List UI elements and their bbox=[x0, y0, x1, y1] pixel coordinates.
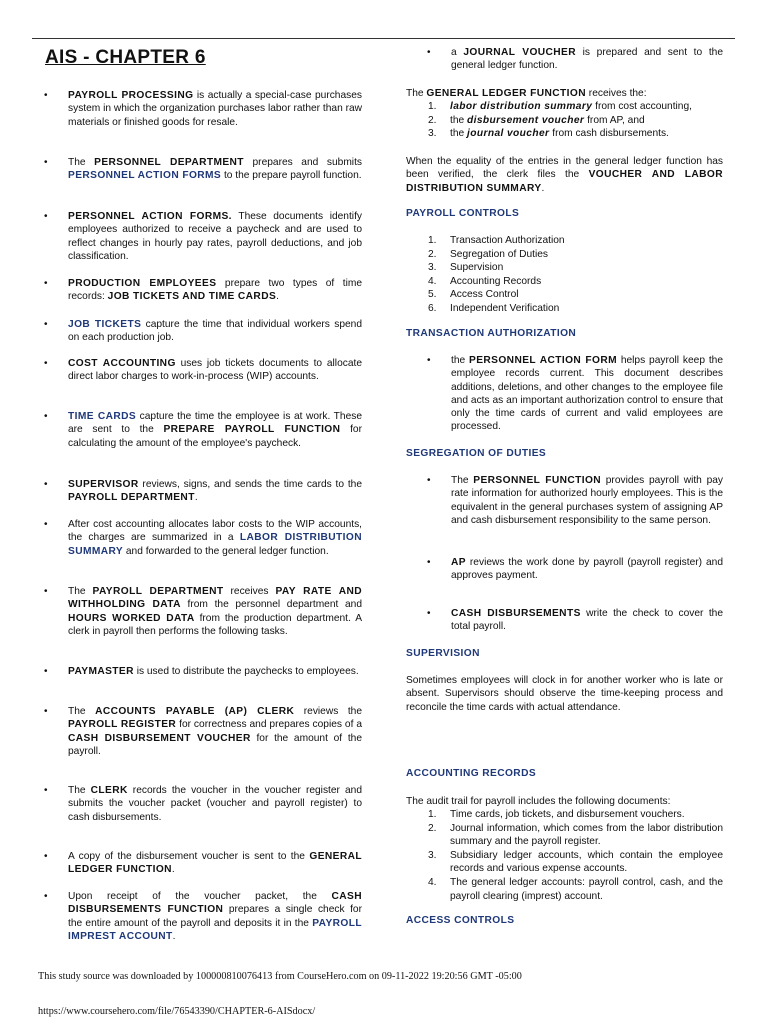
bullet-disbursement-copy: • A copy of the disbursement voucher is sent to the GENERAL LEDGER FUNCTION. bbox=[44, 851, 362, 876]
list-item: 2. Journal information, which comes from the labor distribution summary and the payroll register. bbox=[428, 822, 723, 848]
list-item: 3. Supervision bbox=[428, 262, 504, 274]
bullet-personnel-department: • The PERSONNEL DEPARTMENT prepares and submits PERSONNEL ACTION FORMS to the prepare payroll function. bbox=[44, 157, 362, 182]
bullet-icon: • bbox=[44, 519, 48, 530]
bullet-icon: • bbox=[44, 666, 48, 677]
bullet-icon: • bbox=[44, 891, 48, 902]
bullet-cash-disbursements-function: • Upon receipt of the voucher packet, the CASH DISBURSEMENTS FUNCTION prepares a single check for the entire amount of the payroll and deposits it in the PAYROLL IMPREST ACCOUNT. bbox=[44, 891, 362, 942]
bullet-icon: • bbox=[44, 358, 48, 369]
heading-transaction-authorization: TRANSACTION AUTHORIZATION bbox=[406, 328, 577, 339]
list-item: 2. Segregation of Duties bbox=[428, 248, 548, 260]
list-item: 4. Accounting Records bbox=[428, 275, 542, 287]
bullet-production-employees: • PRODUCTION EMPLOYEES prepare two types of time records: JOB TICKETS AND TIME CARDS. bbox=[44, 278, 363, 303]
heading-payroll-controls: PAYROLL CONTROLS bbox=[406, 208, 520, 219]
bullet-icon: • bbox=[44, 479, 48, 490]
source-url[interactable]: https://www.coursehero.com/file/76543390/CHAPTER-6-AISdocx/ bbox=[38, 1006, 316, 1017]
bullet-time-cards: • TIME CARDS capture the time the employee is at work. These are sent to the PREPARE PAYROLL FUNCTION for calculating the amount of the employee's paycheck. bbox=[44, 411, 362, 449]
bullet-icon: • bbox=[427, 557, 431, 568]
bullet-ap-clerk: • The ACCOUNTS PAYABLE (AP) CLERK reviews the PAYROLL REGISTER for correctness and prepares copies of a CASH DISBURSEMENT VOUCHER for the amount of the payroll. bbox=[44, 706, 363, 757]
bullet-personnel-function: • The PERSONNEL FUNCTION provides payroll with pay rate information for authorized hourly employees. This is the equivalent in the general purchases system of assigning AP and cash disbursement responsibility to the same person. bbox=[427, 475, 723, 526]
list-item: 1. Transaction Authorization bbox=[428, 235, 565, 246]
bullet-paymaster: • PAYMASTER is used to distribute the paychecks to employees. bbox=[44, 666, 359, 677]
controls-list bbox=[428, 234, 723, 316]
bullet-labor-distribution: • After cost accounting allocates labor costs to the WIP accounts, the charges are summarized in a LABOR DISTRIBUTION SUMMARY and forwarded to the general ledger function. bbox=[44, 519, 362, 557]
list-item: 1. Time cards, job tickets, and disbursement vouchers. bbox=[428, 809, 685, 820]
download-notice: This study source was downloaded by 100000810076413 from CourseHero.com on 09-11-2022 19:20:56 GMT -05:00 bbox=[38, 971, 522, 982]
top-rule bbox=[32, 38, 735, 39]
bullet-ap: • AP reviews the work done by payroll (payroll register) and approves payment. bbox=[427, 557, 723, 582]
bullet-icon: • bbox=[44, 785, 48, 796]
accounting-records-intro: The audit trail for payroll includes the following documents: bbox=[406, 796, 671, 807]
list-item: 4. The general ledger accounts: payroll control, cash, and the payroll clearing (imprest) account. bbox=[428, 876, 723, 902]
bullet-supervisor: • SUPERVISOR reviews, signs, and sends the time cards to the PAYROLL DEPARTMENT. bbox=[44, 479, 362, 504]
heading-segregation-of-duties: SEGREGATION OF DUTIES bbox=[406, 448, 547, 459]
bullet-personnel-action-form: • the PERSONNEL ACTION FORM helps payroll keep the employee records current. This document describes additions, deletions, and other changes to the employee file and acts as an important authorization control to ensure that only the time cards of current and valid employees are processed. bbox=[427, 355, 723, 433]
bullet-icon: • bbox=[44, 319, 48, 330]
bullet-icon: • bbox=[44, 157, 48, 168]
bullet-icon: • bbox=[44, 278, 48, 289]
bullet-icon: • bbox=[427, 475, 431, 486]
heading-supervision: SUPERVISION bbox=[406, 648, 480, 659]
bullet-cash-disbursements: • CASH DISBURSEMENTS write the check to cover the total payroll. bbox=[427, 608, 723, 633]
list-item: 6. Independent Verification bbox=[428, 302, 560, 314]
supervision-paragraph: Sometimes employees will clock in for another worker who is late or absent. Supervisors should observe the time-keeping process and reconcile the time cards with actual attendance. bbox=[406, 675, 723, 713]
bullet-icon: • bbox=[427, 47, 431, 58]
heading-accounting-records: ACCOUNTING RECORDS bbox=[406, 768, 537, 779]
page-title: AIS - CHAPTER 6 bbox=[45, 47, 206, 68]
bullet-icon: • bbox=[44, 411, 48, 422]
bullet-clerk: • The CLERK records the voucher in the voucher register and submits the voucher packet (voucher and payroll register) to cash disbursements. bbox=[44, 785, 362, 823]
accounting-records-list bbox=[428, 808, 723, 903]
bullet-icon: • bbox=[44, 851, 48, 862]
bullet-payroll-department: • The PAYROLL DEPARTMENT receives PAY RATE AND WITHHOLDING DATA from the personnel department and HOURS WORKED DATA from the production department. A clerk in payroll then performs the following tasks. bbox=[44, 586, 363, 637]
bullet-cost-accounting: • COST ACCOUNTING uses job tickets documents to allocate direct labor charges to work-in-process (WIP) accounts. bbox=[44, 358, 362, 383]
list-item: 3. the journal voucher from cash disbursements. bbox=[428, 128, 669, 140]
bullet-icon: • bbox=[44, 90, 48, 101]
bullet-journal-voucher: • a JOURNAL VOUCHER is prepared and sent to the general ledger function. bbox=[427, 47, 723, 72]
equality-paragraph: When the equality of the entries in the general ledger function has been verified, the clerk files the VOUCHER AND LABOR DISTRIBUTION SUMMARY. bbox=[406, 156, 723, 194]
heading-access-controls: ACCESS CONTROLS bbox=[406, 915, 515, 926]
bullet-payroll-processing: • PAYROLL PROCESSING is actually a special-case purchases system in which the organization purchases labor rather than raw materials or finished goods for resale. bbox=[44, 90, 362, 128]
list-item: 3. Subsidiary ledger accounts, which contain the employee records and various expense accounts. bbox=[428, 849, 723, 875]
gl-items-list bbox=[428, 100, 723, 141]
bullet-icon: • bbox=[44, 706, 48, 717]
bullet-icon: • bbox=[44, 211, 48, 222]
list-item: 2. the disbursement voucher from AP, and bbox=[428, 114, 645, 126]
bullet-icon: • bbox=[427, 355, 431, 366]
bullet-icon: • bbox=[44, 586, 48, 597]
bullet-job-tickets: • JOB TICKETS capture the time that individual workers spend on each production job. bbox=[44, 319, 362, 344]
bullet-personnel-action-forms: • PERSONNEL ACTION FORMS. These documents identify employees authorized to receive a paycheck and are used to reflect changes in hourly pay rates, payroll deductions, and job classification. bbox=[44, 211, 362, 262]
list-item: 5. Access Control bbox=[428, 289, 519, 301]
bullet-icon: • bbox=[427, 608, 431, 619]
list-item: 1. labor distribution summary from cost accounting, bbox=[428, 101, 692, 112]
gl-intro: The GENERAL LEDGER FUNCTION receives the: bbox=[406, 88, 647, 99]
